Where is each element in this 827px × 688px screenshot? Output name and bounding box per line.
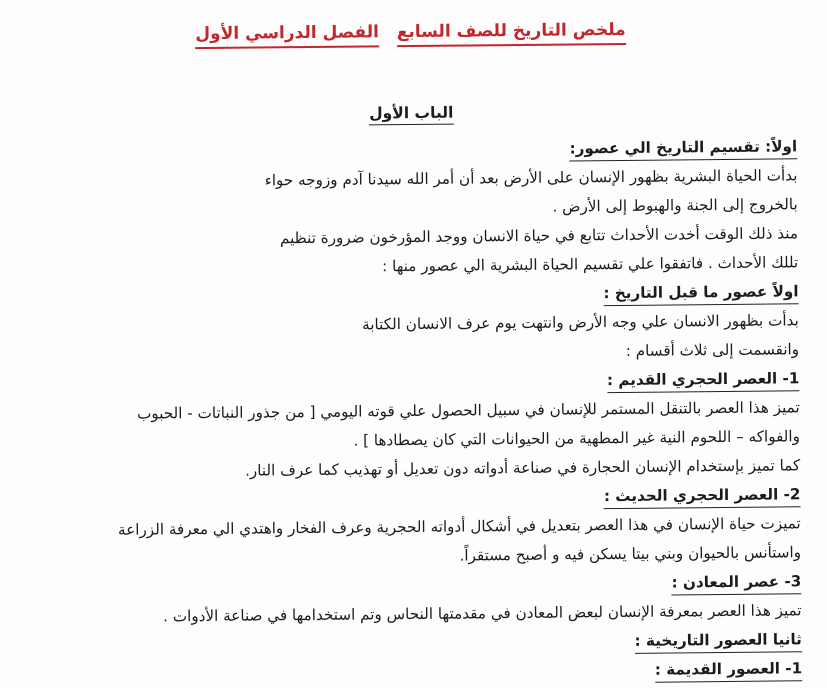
- chapter-heading: الباب الأول: [0, 100, 825, 129]
- section-heading: 1- العصور القديمة :: [43, 655, 802, 688]
- body-line: تميزت حياة الإنسان في هذا العصر بتعديل في أشكال أدواته الحجرية وعرف الفخار واهتدي الي معرفة الزراعة: [117, 514, 801, 539]
- section-heading: 2- العصر الحجري الحديث :: [41, 481, 800, 517]
- body-line: تللك الأحداث . فاتفقوا علي تقسيم الحياة البشرية الي عصور منها :: [382, 253, 799, 276]
- section-heading: 3- عصر المعادن :: [42, 568, 801, 604]
- body-line: تميز هذا العصر بالتنقل المستمر للإنسان في سبيل الحصول علي قوته اليومي [ من جذور النباتات - الحبوب: [136, 398, 800, 423]
- body-line: واستأنس بالحيوان وبني بيتا يسكن فيه و أصبح مستقراً.: [459, 543, 802, 565]
- body-line: وانقسمت إلى ثلاث أقسام :: [625, 340, 800, 360]
- body-line: بدأت الحياة البشرية بظهور الإنسان على الأرض بعد أن أمر الله سيدنا آدم وزوجه حواء: [264, 166, 798, 190]
- body-line: كما تميز بإستخدام الإنسان الحجارة في صناعة أدواته دون تعديل أو تهذيب كما عرف النار.: [244, 456, 801, 480]
- section-heading: ثانيا العصور التاريخية :: [43, 626, 802, 662]
- section-heading: اولاً عصور ما قبل التاريخ :: [39, 278, 798, 314]
- body-line: تميز هذا العصر بمعرفة الإنسان لبعض المعادن في مقدمتها النحاس وتم استخدامها في صناعة الأدوات .: [163, 601, 802, 626]
- body-line: منذ ذلك الوقت أخدت الأحداث تتابع في حياة الانسان ووجد المؤرخون ضرورة تنظيم: [279, 224, 799, 248]
- title-main: ملخص التاريخ للصف السابع: [397, 20, 626, 47]
- body-line: بدأت بظهور الانسان علي وجه الأرض وانتهت يوم عرف الانسان الكتابة: [362, 311, 799, 334]
- body-line: بالخروج إلى الجنة والهبوط إلى الأرض .: [552, 195, 798, 216]
- section-heading: اولاً: تقسيم التاريخ الي عصور:: [38, 133, 797, 169]
- document-body: [38, 133, 802, 688]
- section-heading: 1- العصر الحجري القديم :: [40, 365, 799, 401]
- title-semester: الفصل الدراسي الأول: [195, 22, 379, 49]
- body-line: والفواكه – اللحوم النية غير المطهية من الحيوانات التي كان يصطادها ] .: [353, 427, 800, 450]
- document-title: [0, 18, 824, 51]
